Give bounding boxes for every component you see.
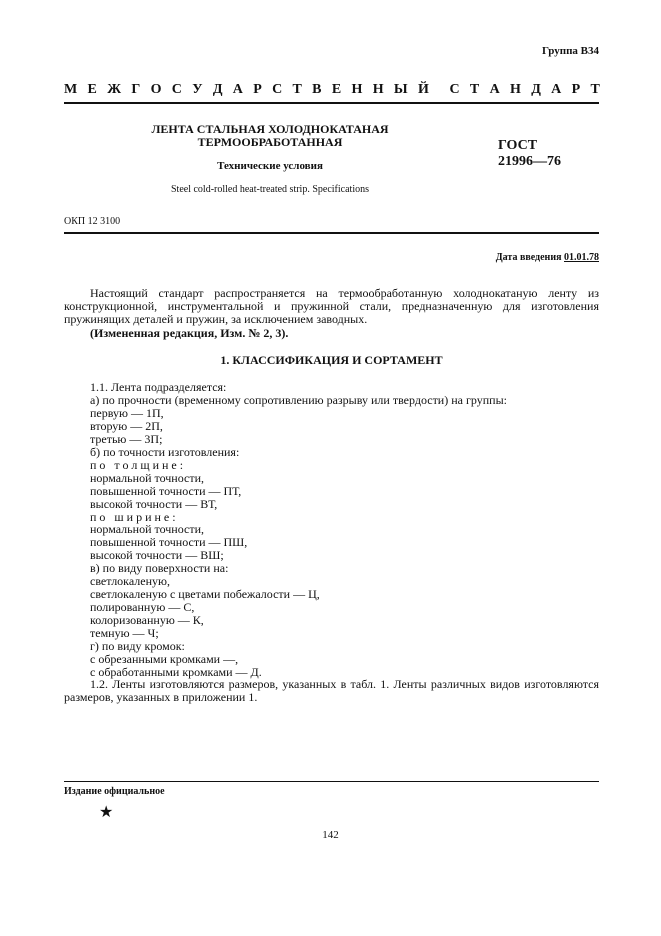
list-item: нормальной точности, xyxy=(90,522,205,537)
list-item: повышенной точности — ПТ, xyxy=(90,483,242,498)
list-item: б) по точности изготовления: xyxy=(90,444,240,459)
date-label: Дата введения xyxy=(495,252,562,263)
date-value: 01.01.78 xyxy=(564,252,599,263)
document-title xyxy=(110,123,430,149)
list-item: г) по виду кромок: xyxy=(90,639,185,654)
star-icon: ★ xyxy=(99,804,114,821)
heading-letter: Р xyxy=(571,82,581,97)
okp-code: ОКП 12 3100 xyxy=(64,216,121,227)
heading-letter: С xyxy=(449,82,460,97)
list-item: с обрезанными кромками —, xyxy=(90,652,239,667)
list-item: светлокаленую, xyxy=(90,574,170,589)
heading-letter: Й xyxy=(417,82,429,97)
heading-letter: Е xyxy=(331,82,342,97)
heading-letter: М xyxy=(64,82,78,97)
heading-letter: Т xyxy=(292,82,302,97)
heading-letter: Н xyxy=(510,82,521,97)
list-item: третью — 3П; xyxy=(90,431,163,446)
interstate-standard-heading xyxy=(64,82,600,98)
list-item: первую — 1П, xyxy=(90,405,164,420)
heading-letter: Т xyxy=(469,82,480,97)
heading-letter: А xyxy=(232,82,243,97)
classification-list xyxy=(64,381,599,679)
heading-letter: А xyxy=(489,82,500,97)
section-title: 1. КЛАССИФИКАЦИЯ И СОРТАМЕНТ xyxy=(220,353,443,367)
heading-letter: Е xyxy=(87,82,97,97)
heading-letter: Д xyxy=(212,82,223,97)
top-rule xyxy=(64,102,599,104)
header-bottom-rule xyxy=(64,232,599,234)
heading-letter: Ы xyxy=(393,82,408,97)
list-item: вторую — 2П, xyxy=(90,418,163,433)
official-edition-label: Издание официальное xyxy=(64,786,165,797)
gost-designation xyxy=(498,138,561,170)
heading-letter: Ж xyxy=(107,82,122,97)
list-item: колоризованную — К, xyxy=(90,613,204,628)
list-item: с обработанными кромками — Д. xyxy=(90,664,262,679)
heading-letter: У xyxy=(192,82,203,97)
heading-letter: Г xyxy=(131,82,141,97)
list-item: по толщине: xyxy=(90,457,187,472)
list-item: темную — Ч; xyxy=(90,626,159,641)
list-item: а) по прочности (временному сопротивлению разрыву или твердости) на группы: xyxy=(90,392,507,407)
amendment-note: (Измененная редакция, Изм. № 2, 3). xyxy=(90,326,289,340)
group-label: Группа В34 xyxy=(541,45,599,57)
heading-letter: Н xyxy=(372,82,384,97)
list-item: 1.1. Лента подразделяется: xyxy=(90,380,227,394)
gost-number: 21996—76 xyxy=(498,154,561,169)
heading-letter: Р xyxy=(253,82,262,97)
heading-letter: Д xyxy=(531,82,541,97)
list-item: высокой точности — ВТ, xyxy=(90,496,218,511)
heading-letter: Т xyxy=(590,82,600,97)
footer-rule xyxy=(64,781,599,782)
document-subtitle: Технические условия xyxy=(217,160,323,172)
list-item: высокой точности — ВШ; xyxy=(90,548,224,563)
gost-label: ГОСТ xyxy=(498,138,538,153)
heading-letter: О xyxy=(150,82,162,97)
list-item: нормальной точности, xyxy=(90,470,205,485)
title-line-1: ЛЕНТА СТАЛЬНАЯ ХОЛОДНОКАТАНАЯ xyxy=(151,122,389,136)
heading-letter: А xyxy=(551,82,562,97)
heading-letter: С xyxy=(272,82,283,97)
list-item: светлокаленую с цветами побежалости — Ц, xyxy=(90,587,320,602)
list-item: повышенной точности — ПШ, xyxy=(90,535,248,550)
heading-letter: В xyxy=(312,82,322,97)
heading-letter: С xyxy=(171,82,182,97)
title-line-2: ТЕРМООБРАБОТАННАЯ xyxy=(197,135,343,149)
effective-date xyxy=(496,252,599,263)
heading-letter: Н xyxy=(351,82,363,97)
list-item: полированную — С, xyxy=(90,600,195,615)
english-title: Steel cold-rolled heat-treated strip. Specifications xyxy=(171,184,369,195)
paragraph-1-2: 1.2. Ленты изготовляются размеров, указанных в табл. 1. Ленты различных видов изготовляются размеров, указанных в приложении 1. xyxy=(64,677,599,704)
list-item: в) по виду поверхности на: xyxy=(90,561,229,576)
intro-paragraph: Настоящий стандарт распространяется на термообработанную холоднокатаную ленту из конструкционной, инструментальной и пружинной стали, предназначенную для изготовления пружинящих деталей и пружин, за исключением заводных. xyxy=(64,286,599,326)
page-number: 142 xyxy=(322,829,339,841)
list-item: по ширине: xyxy=(90,509,179,524)
